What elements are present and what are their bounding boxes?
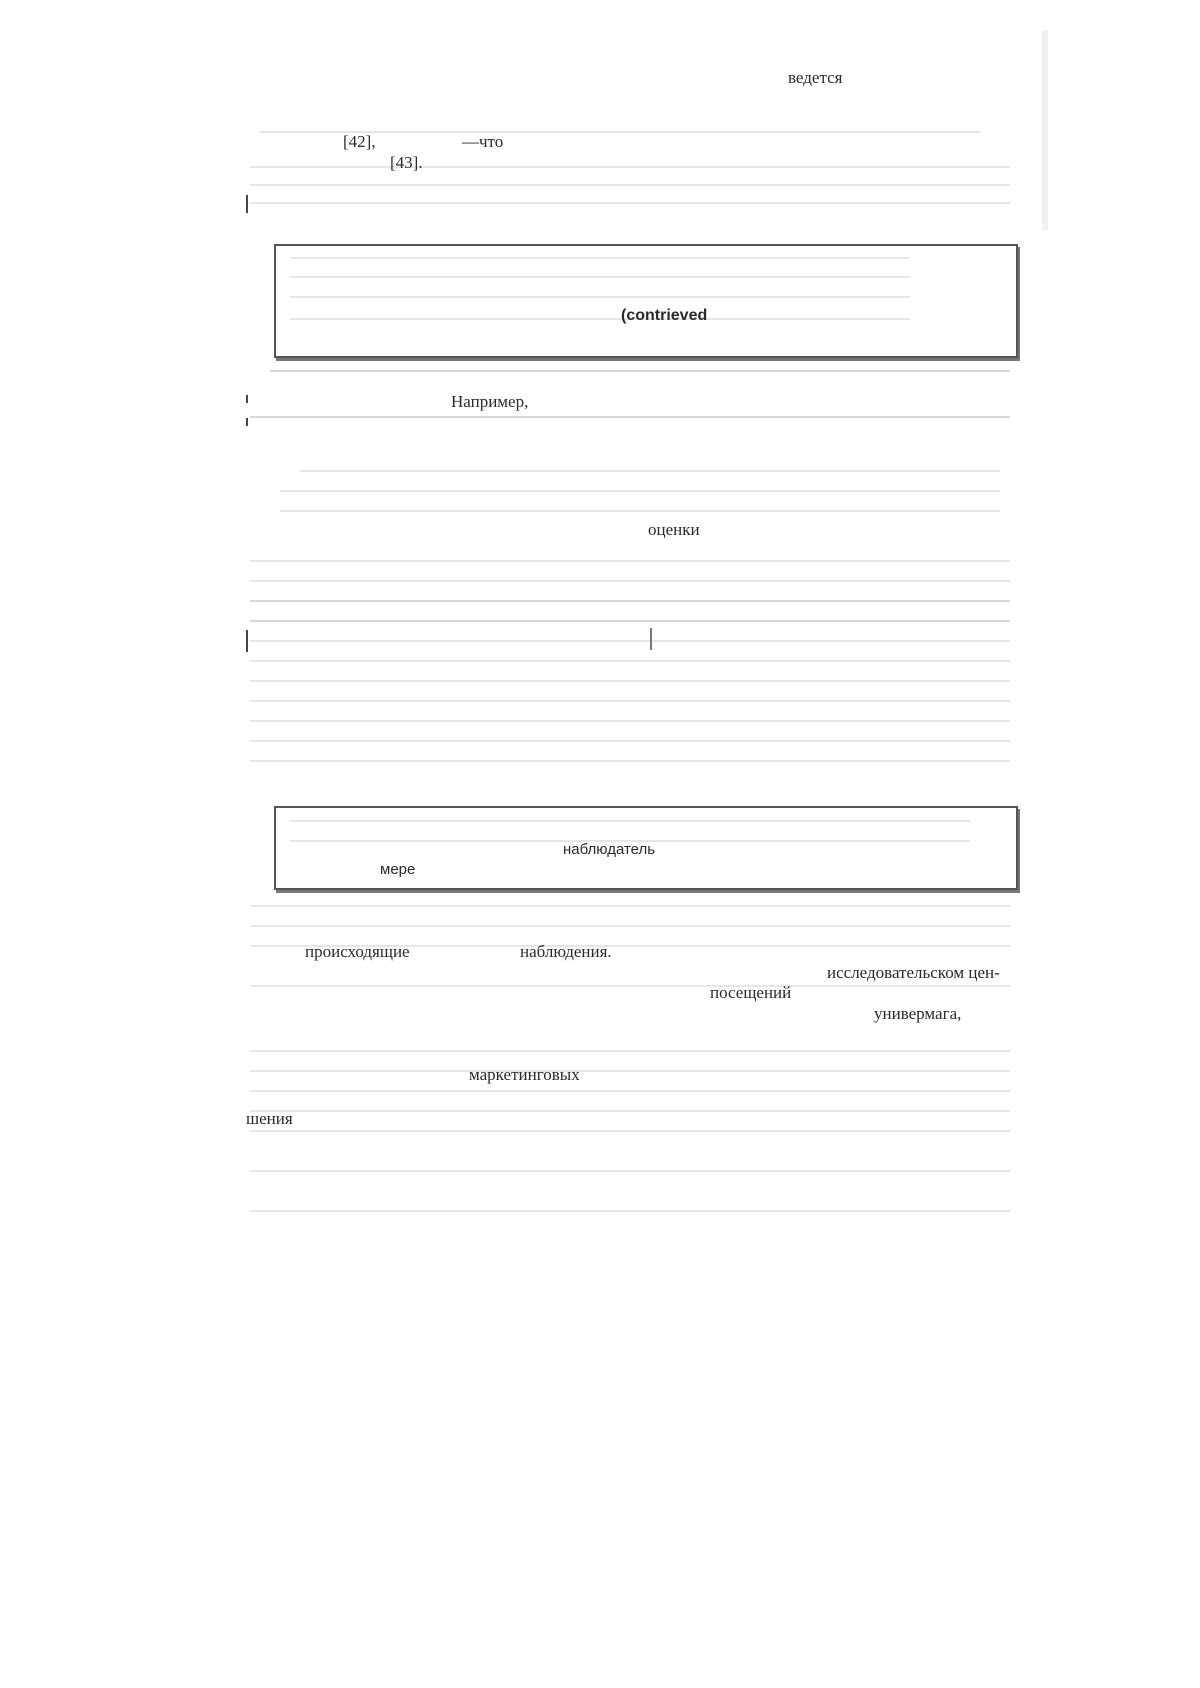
margin-mark xyxy=(246,395,248,403)
text-word: —что xyxy=(462,132,504,151)
margin-mark xyxy=(650,628,652,650)
margin-mark xyxy=(246,418,248,426)
text-word: оценки xyxy=(648,520,700,539)
text-word: Например, xyxy=(451,392,529,411)
callout-box-1 xyxy=(274,244,1018,358)
callout-box-2 xyxy=(274,806,1018,890)
text-word: шения xyxy=(246,1109,293,1128)
text-word: маркетинговых xyxy=(469,1065,580,1084)
scan-edge-shadow xyxy=(1042,30,1048,230)
citation: [43]. xyxy=(390,153,423,172)
box-word: мере xyxy=(380,861,416,878)
text-word: происходящие xyxy=(305,942,410,961)
text-word: универмага, xyxy=(874,1004,962,1023)
text-word: ведется xyxy=(788,68,843,87)
box-word: наблюдатель xyxy=(563,841,656,858)
box-term: (contrieved xyxy=(621,307,708,324)
text-word: наблюдения. xyxy=(520,942,612,961)
margin-mark xyxy=(246,630,248,652)
citation: [42], xyxy=(343,132,376,151)
text-word: посещений xyxy=(710,983,792,1002)
margin-mark xyxy=(246,195,248,213)
text-word: исследовательском цен- xyxy=(827,963,1000,982)
